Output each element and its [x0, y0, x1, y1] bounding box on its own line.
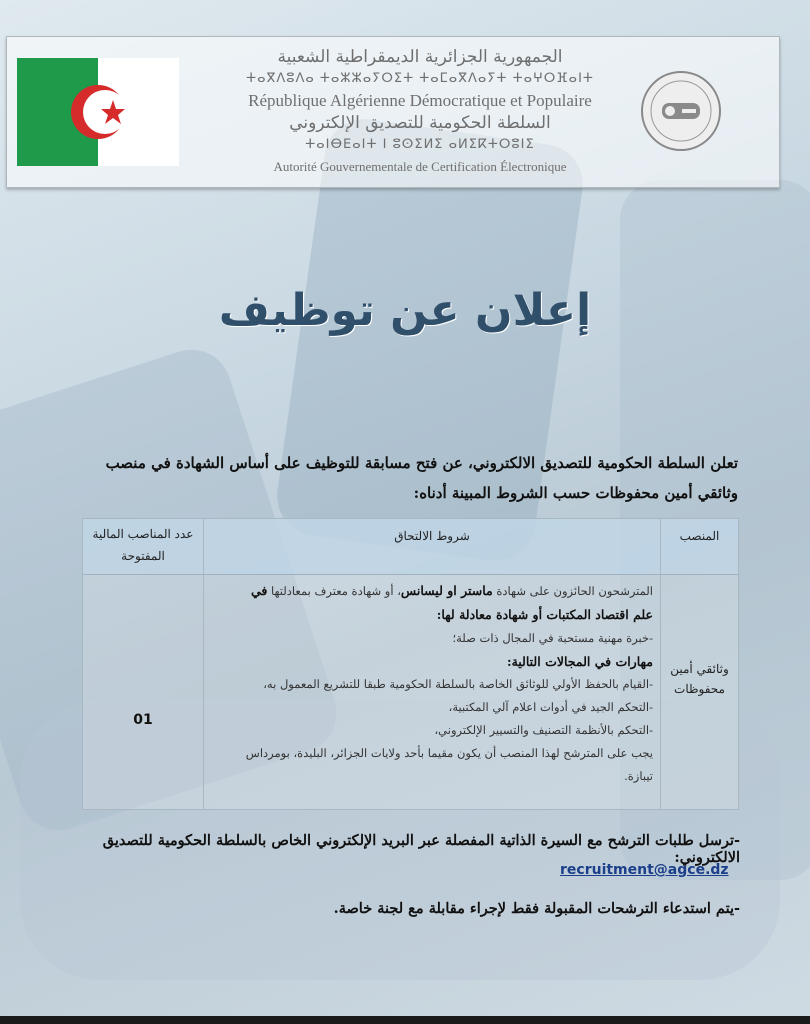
- header-conditions: شروط الالتحاق: [394, 529, 470, 543]
- announcement-intro: تعلن السلطة الحكومية للتصديق الالكتروني، عن فتح مسابقة للتوظيف على أساس الشهادة في منصب وثائقي أمين محفوظات حسب الشروط المبينة أدناه:: [105, 454, 738, 502]
- condition-residence: يجب على المترشح لهذا المنصب أن يكون مقيما بأحد ولايات الجزائر، البليدة، بومرداس تيبازة.: [245, 746, 653, 783]
- republic-arabic: الجمهورية الجزائرية الديمقراطية الشعبية: [277, 47, 563, 67]
- cell-count: 01: [133, 712, 153, 728]
- recruitment-email-link[interactable]: recruitment@agce.dz: [560, 862, 729, 878]
- condition-degree: المترشحون الحائزون على شهادة ماستر او ليسانس، أو شهادة معترف بمعادلتها في علم اقتصاد المكتبات أو شهادة معادلة لها:: [250, 583, 653, 622]
- authority-tifinagh: ⵜⴰⵏⴱⴹⴰⵏⵜ ⵏ ⵓⵙⵉⵍⵉ ⴰⵍⵉⴽⵜⵔⵓⵏⵉ: [305, 137, 535, 152]
- condition-skill: -القيام بالحفظ الأولي للوثائق الخاصة بالسلطة الحكومية طبقا للتشريع المعمول به،: [263, 677, 653, 691]
- republic-tifinagh: ⵜⴰⴳⴷⵓⴷⴰ ⵜⴰⵣⵣⴰⵢⵔⵉⵜ ⵜⴰⵎⴰⴳⴷⴰⵢⵜ ⵜⴰⵖⵔⴼⴰⵏⵜ: [246, 71, 594, 86]
- page-title: إعلان عن توظيف: [218, 285, 592, 336]
- interview-note: -يتم استدعاء الترشحات المقبولة فقط لإجراء مقابلة مع لجنة خاصة.: [333, 900, 740, 917]
- authority-arabic: السلطة الحكومية للتصديق الإلكتروني: [289, 113, 551, 133]
- condition-skill: -التحكم الجيد في أدوات اعلام آلي المكتبية،: [448, 700, 653, 714]
- cell-position: وثائقي أمين محفوظات: [670, 662, 729, 696]
- condition-experience: -خبرة مهنية مستحبة في المجال ذات صلة؛: [452, 631, 653, 645]
- condition-skills-title: مهارات في المجالات التالية:: [506, 654, 653, 669]
- authority-french: Autorité Gouvernementale de Certification Électronique: [273, 159, 567, 174]
- header-count: عدد المناصب المالية المفتوحة: [92, 527, 194, 563]
- algeria-flag-icon: [17, 58, 179, 166]
- agce-seal-icon: [640, 70, 722, 152]
- column-divider: [203, 519, 204, 809]
- letterhead-text: [200, 46, 640, 178]
- header-position: المنصب: [679, 529, 720, 543]
- cell-conditions: [233, 579, 653, 788]
- condition-skill: -التحكم بالأنظمة التصنيف والتسيير الإلكتروني،: [434, 723, 653, 737]
- job-table: [82, 518, 739, 810]
- bottom-bar: [0, 1016, 810, 1024]
- republic-french: République Algérienne Démocratique et Populaire: [248, 91, 592, 110]
- application-instructions: -ترسل طلبات الترشح مع السيرة الذاتية المفصلة عبر البريد الإلكتروني الخاص بالسلطة الحكومية للتصديق الالكتروني:: [102, 832, 740, 866]
